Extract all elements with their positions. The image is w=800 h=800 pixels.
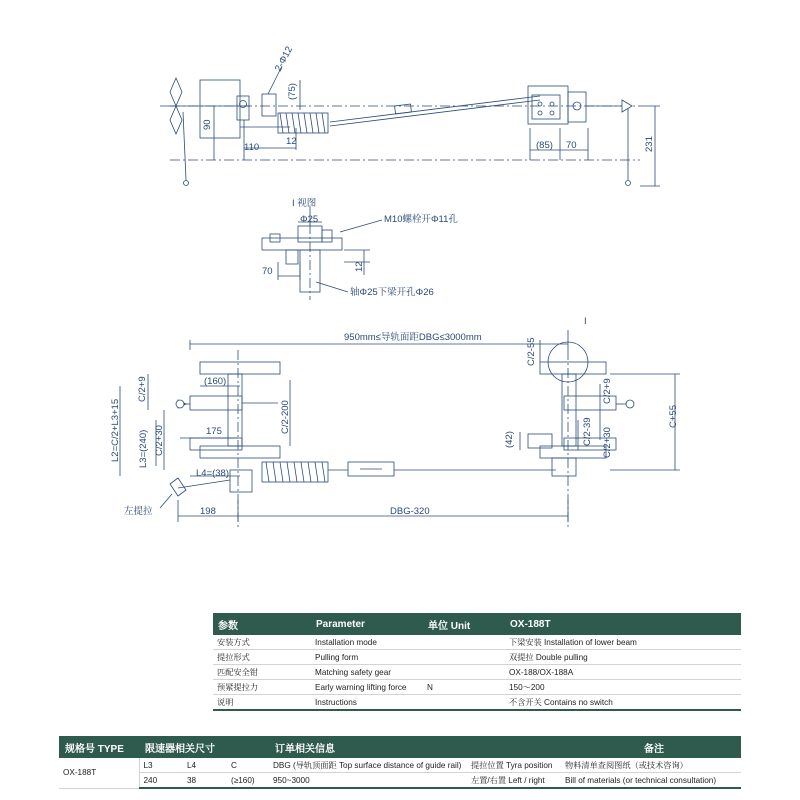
parameter-table	[213, 613, 741, 711]
unit-cell	[423, 635, 505, 650]
table-row	[213, 680, 741, 695]
label-c2-9-left: C/2+9	[137, 376, 148, 402]
spring-icon	[278, 113, 328, 133]
table-row	[213, 650, 741, 665]
label-phi12: 2-Φ12	[272, 44, 296, 74]
label-shaft: 轴Φ25下梁开孔Φ26	[350, 287, 434, 298]
label-detail-title: I 视图	[292, 198, 317, 209]
detail-i-view	[262, 206, 382, 300]
label-detail-mark: I	[584, 316, 587, 327]
label-span: 950mm≤导轨面距DBG≤3000mm	[344, 332, 482, 343]
label-dim110: 110	[244, 142, 260, 153]
label-c2-30-right: C/2+30	[602, 427, 613, 458]
header-parameter: Parameter	[311, 613, 423, 635]
right-lever-icon	[586, 100, 632, 186]
label-left-pull: 左提拉	[124, 506, 153, 517]
label-dim12-detail: 12	[354, 261, 365, 272]
l4-value-cell: 38	[183, 773, 227, 789]
plan-view	[120, 330, 680, 530]
value-cell: 不含开关 Contains no switch	[505, 695, 741, 711]
header-order-info: 订单相关信息	[269, 736, 561, 758]
label-dim198: 198	[200, 506, 216, 517]
label-l2: L2=C/2+L3+15	[110, 398, 121, 462]
header-limiter-dims: 限速器相关尺寸	[139, 736, 269, 758]
label-dim90: 90	[202, 119, 213, 130]
parameter-cell: Early warning lifting force	[311, 680, 423, 695]
label-c55: C+55	[668, 405, 679, 428]
parameter-cell: Installation mode	[311, 635, 423, 650]
table-row	[59, 773, 741, 789]
label-c2-200: C/2-200	[280, 400, 291, 434]
label-dim75: (75)	[287, 83, 298, 100]
label-m10: M10螺栓开Φ11孔	[384, 214, 458, 225]
label-dbg320: DBG-320	[390, 506, 430, 517]
table-row	[213, 665, 741, 680]
left-lever-icon	[160, 78, 250, 186]
value-cell: 150～200	[505, 680, 741, 695]
label-dim70-top: 70	[566, 140, 577, 151]
turnbuckle-icon	[348, 462, 394, 476]
table-row	[213, 695, 741, 711]
label-phi25: Φ25	[300, 214, 319, 225]
unit-cell: N	[423, 680, 505, 695]
label-dim231: 231	[644, 136, 655, 152]
parameter-cell: Matching safety gear	[311, 665, 423, 680]
label-dim12-top: 12	[286, 136, 297, 147]
detail-view-labels	[262, 198, 458, 298]
label-dim160: (160)	[204, 376, 227, 387]
header-model: OX-188T	[505, 613, 741, 635]
value-cell: OX-188/OX-188A	[505, 665, 741, 680]
value-cell: 双提拉 Double pulling	[505, 650, 741, 665]
left-handle-icon	[176, 400, 190, 408]
l4-header-cell: L4	[183, 758, 227, 773]
remarks-value-cell: Bill of materials (or technical consultation)	[561, 773, 741, 789]
header-type: 规格号 TYPE	[59, 736, 139, 758]
c-header-cell: C	[227, 758, 269, 773]
parameter-table-header	[213, 613, 741, 635]
param-cell: 提拉形式	[213, 650, 311, 665]
unit-cell	[423, 650, 505, 665]
label-c2-55: C/2-55	[526, 337, 537, 366]
unit-cell	[423, 665, 505, 680]
order-table	[59, 736, 741, 789]
table-row	[213, 635, 741, 650]
plan-spring-icon	[262, 462, 328, 482]
param-cell: 预紧提拉力	[213, 680, 311, 695]
label-dim85: (85)	[536, 140, 553, 151]
label-l4: L4=(38)	[196, 468, 230, 479]
label-l3: L3=(240)	[138, 429, 149, 468]
position-value-cell: 左置/右置 Left / right	[467, 773, 561, 789]
order-table-header	[59, 736, 741, 758]
label-c2-39: C/2-39	[582, 417, 593, 446]
label-dim42: (42)	[504, 431, 515, 448]
label-dim175: 175	[206, 426, 222, 437]
l3-value-cell: 240	[139, 773, 183, 789]
type-cell: OX-188T	[59, 758, 139, 788]
header-remarks: 备注	[561, 736, 741, 758]
position-header-cell: 提拉位置 Tyra position	[467, 758, 561, 773]
dbg-header-cell: DBG (导轨顶面距 Top surface distance of guide rail)	[269, 758, 467, 773]
table-row	[59, 758, 741, 773]
param-cell: 安装方式	[213, 635, 311, 650]
label-c2-30-left: C/2+30	[154, 425, 165, 456]
param-cell: 说明	[213, 695, 311, 711]
param-cell: 匹配安全钳	[213, 665, 311, 680]
value-cell: 下梁安装 Installation of lower beam	[505, 635, 741, 650]
parameter-cell: Pulling form	[311, 650, 423, 665]
remarks-cell: 物料清单查阅图纸（或技术咨询）	[561, 758, 741, 773]
label-c2-9-right: C/2+9	[602, 378, 613, 404]
plan-view-labels	[110, 316, 679, 517]
header-param: 参数	[213, 613, 311, 635]
top-view-labels	[202, 45, 655, 153]
right-handle-icon	[616, 400, 634, 408]
label-dim70-detail: 70	[262, 266, 273, 277]
parameter-cell: Instructions	[311, 695, 423, 711]
l3-header-cell: L3	[139, 758, 183, 773]
c-value-cell: (≥160)	[227, 773, 269, 789]
dbg-value-cell: 950~3000	[269, 773, 467, 789]
unit-cell	[423, 695, 505, 711]
header-unit: 单位 Unit	[423, 613, 505, 635]
top-elevation-view	[160, 66, 660, 186]
